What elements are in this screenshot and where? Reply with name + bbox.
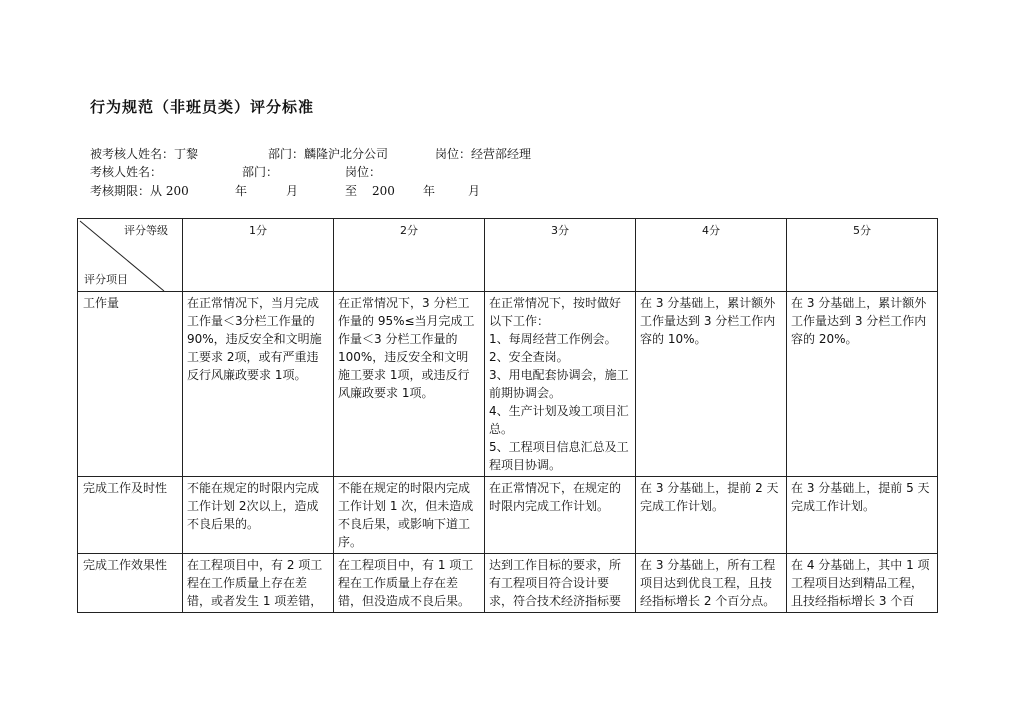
table-cell: 在 3 分基础上，提前 2 天完成工作计划。 [636, 477, 787, 554]
corner-top-label: 评分等级 [124, 224, 168, 237]
cell-text: 在 4 分基础上，其中 1 项工程项目达到精品工程，且技经指标增长 3 个百 [791, 558, 930, 608]
header-score-2: 2分 [334, 219, 485, 292]
row-item-workload: 工作量 [78, 292, 183, 477]
header-score-3: 3分 [485, 219, 636, 292]
table-cell: 在 3 分基础上，提前 5 天完成工作计划。 [787, 477, 938, 554]
period-label: 考核期限：从 200 [90, 184, 189, 198]
period-year2: 年 [423, 184, 436, 198]
examinee-name: 被考核人姓名：丁黎 [90, 147, 199, 161]
row-item-effectiveness [78, 554, 183, 613]
cell-text: 在工程项目中，有 1 项工程在工作质量上存在差错，但没造成不良后果。 [338, 558, 474, 608]
header-score-5: 5分 [787, 219, 938, 292]
table-cell [334, 554, 485, 613]
row-item-effectiveness-text: 完成工作效果性 [83, 558, 168, 572]
page-title: 行为规范（非班员类）评分标准 [90, 98, 315, 116]
period-month2: 月 [468, 184, 481, 198]
table-cell [636, 554, 787, 613]
cell-text: 在 3 分基础上，所有工程项目达到优良工程，且技经指标增长 2 个百分点。 [640, 558, 776, 608]
header-score-4: 4分 [636, 219, 787, 292]
cell-text: 在工程项目中，有 2 项工程在工作质量上存在差错，或者发生 1 项差错， [187, 558, 323, 608]
table-cell: 在正常情况下，在规定的时限内完成工作计划。 [485, 477, 636, 554]
header-score-1: 1分 [183, 219, 334, 292]
period-year-prefix2: 200 [372, 184, 395, 198]
header-row [78, 219, 938, 292]
scoring-table [77, 218, 938, 613]
period-month1: 月 [286, 184, 299, 198]
table-cell: 在正常情况下，3 分栏工作量的 95%≤当月完成工作量＜3 分栏工作量的 100%，违反安全和文明施工要求 1项，或违反行风廉政要求 1项。 [334, 292, 485, 477]
examiner-post: 岗位： [345, 165, 382, 179]
period-to: 至 [345, 184, 358, 198]
examiner-dept: 部门： [242, 165, 279, 179]
table-cell: 不能在规定的时限内完成工作计划 2次以上，造成不良后果的。 [183, 477, 334, 554]
cell-text: 达到工作目标的要求，所有工程项目符合设计要求，符合技术经济指标要 [489, 558, 622, 608]
period-year1: 年 [235, 184, 248, 198]
row-item-timeliness: 完成工作及时性 [78, 477, 183, 554]
corner-cell [78, 219, 183, 292]
table-cell: 不能在规定的时限内完成工作计划 1 次，但未造成不良后果，或影响下道工序。 [334, 477, 485, 554]
table-cell: 在正常情况下，按时做好以下工作： 1、每周经营工作例会。 2、安全查岗。 3、用电配套协调会，施工前期协调会。 4、生产计划及竣工项目汇总。 5、工程项目信息汇总及工程项目协调。 [485, 292, 636, 477]
table-row [78, 292, 938, 477]
table-cell: 在 3 分基础上，累计额外工作量达到 3 分栏工作内容的 10%。 [636, 292, 787, 477]
table-cell [183, 554, 334, 613]
table-cell [787, 554, 938, 613]
table-row [78, 554, 938, 613]
table-cell [485, 554, 636, 613]
table-cell: 在正常情况下，当月完成工作量＜3分栏工作量的90%，违反安全和文明施工要求 2项，或有严重违反行风廉政要求 1项。 [183, 292, 334, 477]
examiner-name: 考核人姓名： [90, 165, 163, 179]
examinee-post: 岗位：经营部经理 [435, 147, 532, 161]
table-cell: 在 3 分基础上，累计额外工作量达到 3 分栏工作内容的 20%。 [787, 292, 938, 477]
corner-bottom-label: 评分项目 [84, 273, 128, 286]
examinee-dept: 部门：麟隆沪北分公司 [268, 147, 389, 161]
table-row [78, 477, 938, 554]
